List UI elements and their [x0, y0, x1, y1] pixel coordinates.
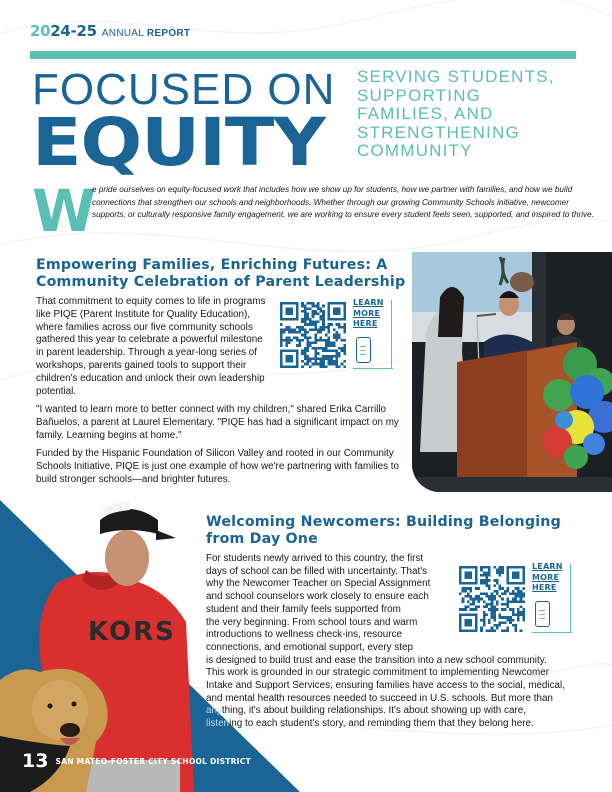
title-line-1: FOCUSED ON	[32, 65, 336, 114]
annual-report-tag	[30, 22, 190, 40]
learn-more-link[interactable]: LEARN MORE HERE	[353, 298, 384, 328]
hoodie-logo-text: KORS	[88, 617, 176, 647]
qr-frame-line	[570, 564, 571, 632]
section1-paragraph-1: That commitment to equity comes to life in programs like PIQE (Parent Institute for Quality Education), where families across our five community schools gathered this year to celebrate a powerful milestone in parent leadership. Through a year-long series of workshops, parents gained tools to support their children's education and unlock their own leadership potential.	[36, 296, 266, 397]
qr-learn-more-card-2[interactable]	[458, 562, 574, 634]
page-number: 13	[22, 750, 49, 772]
section1-paragraph-3: Funded by the Hispanic Foundation of Silicon Valley and rooted in our Community Schools Initiative, PIQE is just one example of how we're partnering with families to build stronger schools—and brighter futures.	[36, 448, 400, 485]
intro-paragraph: e pride ourselves on equity-focused work that includes how we show up for students, how we partner with families, and how we build connections that strengthen our schools and neighborhoods. Whether through our growing Community Schools initiative, newcomer supports, or culturally responsive family engagement, we are working to ensure every student feels seen, supported, and inspired to thrive.	[92, 185, 594, 219]
podium-photo-illustration	[412, 252, 612, 492]
qr-code-icon[interactable]	[279, 302, 347, 368]
section-heading-parent-leadership: Empowering Families, Enriching Futures: A Community Celebration of Parent Leadership	[36, 257, 406, 290]
page-footer	[22, 750, 251, 772]
header-divider	[30, 51, 576, 59]
qr-frame-line	[532, 632, 572, 633]
qr-frame-line	[353, 368, 393, 369]
photo-parent-leadership-podium	[412, 252, 612, 492]
district-name: SAN MATEO-FOSTER CITY SCHOOL DISTRICT	[55, 756, 251, 766]
photo-student-with-therapy-dog	[0, 490, 200, 792]
intro-dropcap: W	[32, 177, 94, 245]
page-title	[32, 65, 336, 181]
phone-icon	[535, 601, 550, 627]
section1-quote: "I wanted to learn more to better connect with my children," shared Erika Carrillo Bañuelos, a parent at Laurel Elementary. "PIQE has had a significant impact on my family. Learning begins at home."	[36, 404, 399, 441]
report-year: 2024-25	[30, 22, 97, 40]
title-line-2: EQUITY	[32, 104, 325, 181]
student-dog-illustration	[0, 490, 200, 792]
page-subtitle: SERVING STUDENTS, SUPPORTING FAMILIES, AND STRENGTHENING COMMUNITY	[357, 67, 555, 160]
learn-more-link[interactable]: LEARN MORE HERE	[532, 562, 563, 592]
qr-learn-more-card-1[interactable]	[279, 298, 395, 370]
report-label: ANNUAL REPORT	[101, 28, 191, 39]
qr-frame-line	[391, 300, 392, 368]
qr-code-icon[interactable]	[458, 566, 526, 632]
phone-icon	[356, 337, 371, 363]
section2-paragraph: For students newly arrived to this country, the first days of school can be filled with uncertainty. That's why the Newcomer Teacher on Special Assignment and school counselors work closely to ensure each student and their family feels supported from the very beginning. From school tours and warm introductions to wellness check-ins, resource connections, and emotional support, every step is designed to build trust and ease the transition into a new school community. This work is grounded in our strategic commitment to implementing Newcomer Intake and Support Services, ensuring families have access to the social, medical, and mental health resources needed to succeed in U.S. schools. But more than anything, it's about building relationships. It's about showing up with care, listening to each student's story, and reminding them that they belong here.	[206, 553, 565, 730]
section-heading-newcomers: Welcoming Newcomers: Building Belonging from Day One	[206, 514, 561, 547]
